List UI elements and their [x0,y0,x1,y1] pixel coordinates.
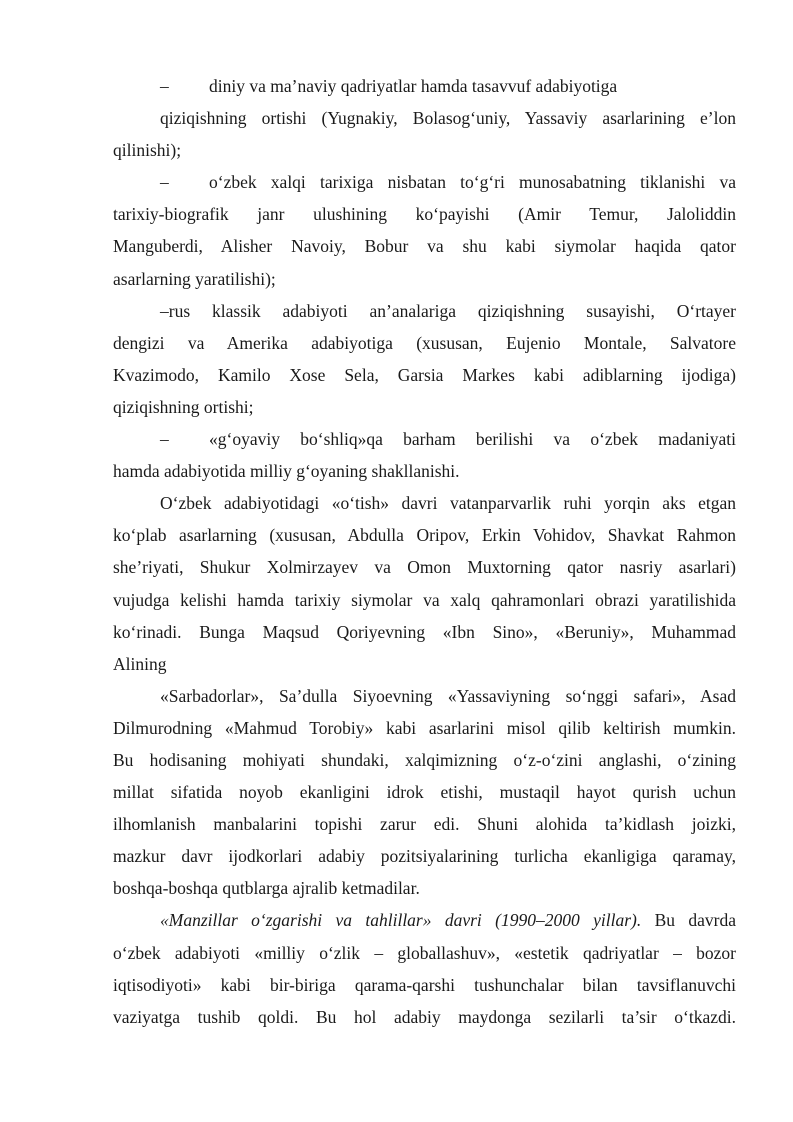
text-line [113,969,736,1001]
text-line [113,937,736,969]
text-line [113,904,736,936]
text-line [113,102,736,134]
paragraph-text: qiziqishning ortishi; [113,396,254,417]
text-line [113,616,736,648]
paragraph-text: hamda adabiyotida milliy g‘oyaning shakllanishi. [113,461,460,482]
text-line [113,391,736,423]
text-line [113,166,736,198]
text-line [113,712,736,744]
text-line [113,680,736,712]
paragraph-text: o‘zbek adabiyoti «milliy o‘zlik – globallashuv», «estetik qadriyatlar – bozor [113,942,736,963]
text-line [113,455,736,487]
text-line [113,263,736,295]
paragraph-text: Bu davrda [641,910,736,931]
list-item-text: «g‘oyaviy bo‘shliq»qa barham berilishi va o‘zbek madaniyati [209,429,736,450]
text-line [113,872,736,904]
paragraph-text: Kvazimodo, Kamilo Xose Sela, Garsia Markes kabi adiblarning ijodiga) [113,364,736,385]
text-line [113,840,736,872]
list-dash: – [160,172,169,193]
text-line [113,487,736,519]
paragraph-text: millat sifatida noyob ekanligini idrok etishi, mustaqil hayot qurish uchun [113,782,736,803]
paragraph-text: she’riyati, Shukur Xolmirzayev va Omon Muxtorning qator nasriy asarlari) [113,557,736,578]
paragraph-text: vaziyatga tushib qoldi. Bu hol adabiy maydonga sezilarli ta’sir o‘tkazdi. [113,1006,736,1027]
text-line [113,423,736,455]
paragraph-text: Alining [113,653,167,674]
paragraph-text: ko‘plab asarlarning (xususan, Abdulla Oripov, Erkin Vohidov, Shavkat Rahmon [113,525,736,546]
paragraph-text: qiziqishning ortishi (Yugnakiy, Bolasog‘uniy, Yassaviy asarlarining e’lon [160,108,736,129]
paragraph-text: iqtisodiyoti» kabi bir-biriga qarama-qarshi tushunchalar bilan tavsiflanuvchi [113,974,736,995]
section-heading-italic: «Manzillar o‘zgarishi va tahlillar» davri (1990–2000 yillar). [160,910,642,931]
paragraph-text: asarlarning yaratilishi); [113,268,276,289]
paragraph-text: mazkur davr ijodkorlari adabiy pozitsiyalarining turlicha ekanligiga qaramay, [113,846,736,867]
paragraph-text: qilinishi); [113,140,182,161]
list-dash: – [160,429,169,450]
text-line [113,359,736,391]
paragraph-text: dengizi va Amerika adabiyotiga (xususan, Eujenio Montale, Salvatore [113,332,736,353]
list-dash: – [160,76,169,96]
paragraph-text: Bu hodisaning mohiyati shundaki, xalqimizning o‘z-o‘zini anglashi, o‘zining [113,749,736,770]
paragraph-text: «Sarbadorlar», Sa’dulla Siyoevning «Yassaviyning so‘nggi safari», Asad [160,685,736,706]
text-line [113,808,736,840]
paragraph-text: vujudga kelishi hamda tarixiy siymolar va xalq qahramonlari obrazi yaratilishida [113,589,736,610]
text-line [113,551,736,583]
text-line [113,70,736,102]
text-line [113,198,736,230]
paragraph-text: boshqa-boshqa qutblarga ajralib ketmadilar. [113,878,420,899]
text-line [113,295,736,327]
paragraph-text: tarixiy-biografik janr ulushining ko‘payishi (Amir Temur, Jaloliddin [113,204,736,225]
paragraph-text: Manguberdi, Alisher Navoiy, Bobur va shu kabi siymolar haqida qator [113,236,736,257]
text-line [113,744,736,776]
paragraph-text: –rus klassik adabiyoti an’analariga qiziqishning susayishi, O‘rtayer [160,300,736,321]
text-line [113,584,736,616]
text-line [113,776,736,808]
text-line [113,1001,736,1033]
list-item-text: diniy va ma’naviy qadriyatlar hamda tasavvuf adabiyotiga [209,76,618,96]
paragraph-text: Dilmurodning «Mahmud Torobiy» kabi asarlarini misol qilib keltirish mumkin. [113,717,736,738]
text-line [113,519,736,551]
text-line [113,648,736,680]
paragraph-text: ko‘rinadi. Bunga Maqsud Qoriyevning «Ibn Sino», «Beruniy», Muhammad [113,621,736,642]
list-item-text: o‘zbek xalqi tarixiga nisbatan to‘g‘ri munosabatning tiklanishi va [209,172,736,193]
text-line [113,134,736,166]
paragraph-text: O‘zbek adabiyotidagi «o‘tish» davri vatanparvarlik ruhi yorqin aks etgan [160,493,736,514]
text-line [113,327,736,359]
text-line [113,230,736,262]
document-page [113,70,736,1033]
paragraph-text: ilhomlanish manbalarini topishi zarur edi. Shuni alohida ta’kidlash joizki, [113,814,736,835]
